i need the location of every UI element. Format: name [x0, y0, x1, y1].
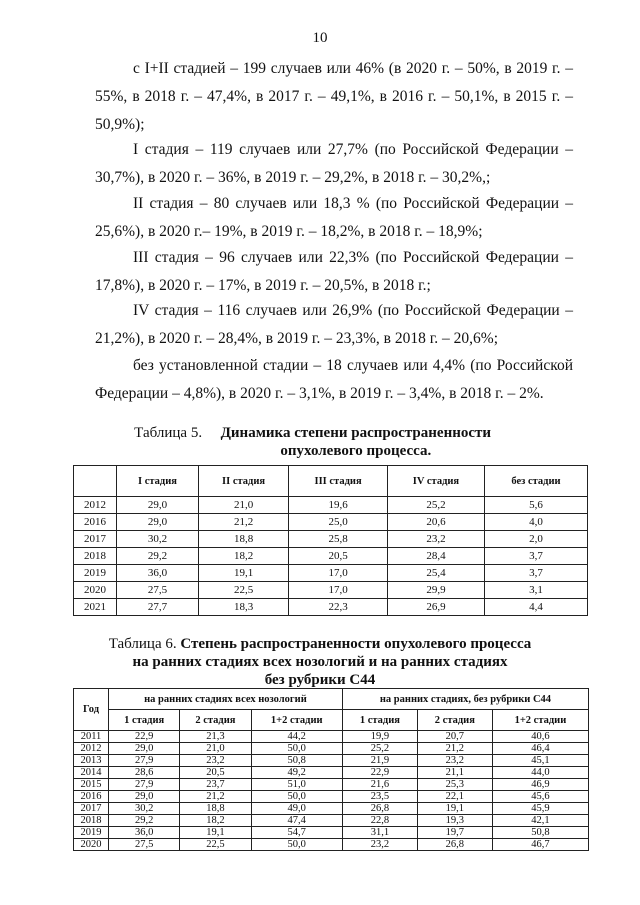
table5-header-cell: IV стадия	[387, 466, 484, 497]
table6-sub-header: 2 стадия	[417, 710, 492, 731]
table5-value-cell: 22,3	[289, 599, 388, 616]
table6-value-cell: 45,6	[492, 791, 588, 803]
table6-caption-line1: Степень распространенности опухолевого процесса	[180, 636, 532, 652]
table6-year-cell: 2012	[74, 743, 109, 755]
table5-row	[74, 531, 588, 548]
table6-value-cell: 51,0	[251, 779, 342, 791]
table6-group-no-c44: на ранних стадиях, без рубрики С44	[342, 689, 588, 710]
table5-caption	[0, 424, 640, 460]
table6-year-cell: 2013	[74, 755, 109, 767]
table6-value-cell: 27,9	[109, 755, 180, 767]
table5-value-cell: 29,0	[117, 514, 199, 531]
table6-value-cell: 21,3	[180, 731, 251, 743]
table6-sub-header: 1 стадия	[109, 710, 180, 731]
table6-caption	[0, 635, 640, 689]
table6-sub-header: 1 стадия	[342, 710, 417, 731]
table5-value-cell: 22,5	[198, 582, 288, 599]
table5-year-cell: 2021	[74, 599, 117, 616]
table6-value-cell: 23,2	[180, 755, 251, 767]
paragraph-stage-1-2: с I+II стадией – 199 случаев или 46% (в 2020 г. – 50%, в 2019 г. – 55%, в 2018 г. – 47,4%, в 2017 г. – 49,1%, в 2016 г. – 50,1%, в 2015 г. – 50,9%);	[95, 60, 573, 133]
table6-value-cell: 50,0	[251, 791, 342, 803]
table5-value-cell: 17,0	[289, 582, 388, 599]
table6-value-cell: 18,2	[180, 815, 251, 827]
table6-value-cell: 29,0	[109, 743, 180, 755]
table6-value-cell: 25,2	[342, 743, 417, 755]
table6-value-cell: 50,8	[492, 827, 588, 839]
table6-caption-line2: на ранних стадиях всех нозологий и на ранних стадиях	[132, 654, 508, 670]
table5-value-cell: 25,8	[289, 531, 388, 548]
table5-year-cell: 2018	[74, 548, 117, 565]
table5-value-cell: 2,0	[484, 531, 587, 548]
paragraph-stage-4: IV стадия – 116 случаев или 26,9% (по Российской Федерации – 21,2%), в 2020 г. – 28,4%, в 2019 г. – 23,3%, в 2018 г. – 20,6%;	[95, 302, 573, 347]
paragraph-stage-1: I стадия – 119 случаев или 27,7% (по Российской Федерации – 30,7%), в 2020 г. – 36%, в 2019 г. – 29,2%, в 2018 г. – 30,2%,;	[95, 141, 573, 186]
table6-value-cell: 45,9	[492, 803, 588, 815]
table6-value-cell: 22,9	[109, 731, 180, 743]
table5	[73, 465, 588, 616]
table5-value-cell: 19,6	[289, 497, 388, 514]
table6-value-cell: 46,9	[492, 779, 588, 791]
table6-value-cell: 19,1	[180, 827, 251, 839]
table6-value-cell: 20,5	[180, 767, 251, 779]
table5-row	[74, 497, 588, 514]
table6-value-cell: 36,0	[109, 827, 180, 839]
table6-row	[74, 803, 589, 815]
table5-value-cell: 3,7	[484, 565, 587, 582]
table6-year-cell: 2020	[74, 839, 109, 851]
table6-year-cell: 2015	[74, 779, 109, 791]
table5-value-cell: 23,2	[387, 531, 484, 548]
table5-value-cell: 21,2	[198, 514, 288, 531]
table6-year-cell: 2017	[74, 803, 109, 815]
table6-sub-header-row	[74, 710, 589, 731]
table6-value-cell: 45,1	[492, 755, 588, 767]
table5-value-cell: 25,2	[387, 497, 484, 514]
paragraph-no-stage: без установленной стадии – 18 случаев или 4,4% (по Российской Федерации – 4,8%), в 2020 г. – 3,1%, в 2019 г. – 3,4%, в 2018 г. – 2%.	[95, 357, 573, 402]
table6-value-cell: 18,8	[180, 803, 251, 815]
table5-value-cell: 18,8	[198, 531, 288, 548]
table6-row	[74, 791, 589, 803]
table6-group-all: на ранних стадиях всех нозологий	[109, 689, 343, 710]
table6-value-cell: 26,8	[417, 839, 492, 851]
table6-value-cell: 19,9	[342, 731, 417, 743]
table5-value-cell: 18,2	[198, 548, 288, 565]
table6-sub-header: 2 стадия	[180, 710, 251, 731]
table6-value-cell: 21,2	[417, 743, 492, 755]
table6-value-cell: 23,2	[417, 755, 492, 767]
table6-value-cell: 50,0	[251, 743, 342, 755]
table6-value-cell: 46,7	[492, 839, 588, 851]
table6-year-cell: 2018	[74, 815, 109, 827]
table5-value-cell: 29,9	[387, 582, 484, 599]
table6-value-cell: 21,1	[417, 767, 492, 779]
table5-header-row	[74, 466, 588, 497]
table5-value-cell: 19,1	[198, 565, 288, 582]
table6-value-cell: 50,8	[251, 755, 342, 767]
table6-value-cell: 25,3	[417, 779, 492, 791]
table6-sub-header: 1+2 стадии	[492, 710, 588, 731]
table6-value-cell: 21,0	[180, 743, 251, 755]
table6-value-cell: 29,2	[109, 815, 180, 827]
table5-value-cell: 18,3	[198, 599, 288, 616]
table6-value-cell: 19,1	[417, 803, 492, 815]
table5-value-cell: 30,2	[117, 531, 199, 548]
table5-value-cell: 25,0	[289, 514, 388, 531]
table5-year-cell: 2019	[74, 565, 117, 582]
table6-row	[74, 839, 589, 851]
table6-caption-line3: без рубрики С44	[264, 672, 376, 688]
table6-row	[74, 767, 589, 779]
table5-value-cell: 36,0	[117, 565, 199, 582]
table6-value-cell: 23,2	[342, 839, 417, 851]
table6-value-cell: 49,2	[251, 767, 342, 779]
table5-row	[74, 582, 588, 599]
table5-row	[74, 548, 588, 565]
table6-value-cell: 29,0	[109, 791, 180, 803]
table6-row	[74, 743, 589, 755]
table6-caption-prefix: Таблица 6.	[108, 636, 177, 652]
table6-value-cell: 22,9	[342, 767, 417, 779]
table6-value-cell: 19,3	[417, 815, 492, 827]
table5-header-cell	[74, 466, 117, 497]
table5-caption-title: Динамика степени распространенности опухолевого процесса.	[220, 425, 492, 459]
table6-group-header-row	[74, 689, 589, 710]
table6-value-cell: 30,2	[109, 803, 180, 815]
table5-value-cell: 29,0	[117, 497, 199, 514]
table6-year-cell: 2011	[74, 731, 109, 743]
table5-value-cell: 4,4	[484, 599, 587, 616]
table6-value-cell: 21,6	[342, 779, 417, 791]
paragraph-stage-2: II стадия – 80 случаев или 18,3 % (по Российской Федерации – 25,6%), в 2020 г.– 19%, в 2019 г. – 18,2%, в 2018 г. – 18,9%;	[95, 195, 573, 240]
table6-value-cell: 50,0	[251, 839, 342, 851]
table6-value-cell: 27,9	[109, 779, 180, 791]
table5-value-cell: 28,4	[387, 548, 484, 565]
table6-year-cell: 2019	[74, 827, 109, 839]
table6-row	[74, 755, 589, 767]
table6-row	[74, 815, 589, 827]
table5-row	[74, 599, 588, 616]
table6-value-cell: 44,0	[492, 767, 588, 779]
table6-year-header: Год	[74, 689, 109, 731]
table5-value-cell: 4,0	[484, 514, 587, 531]
table6-value-cell: 49,0	[251, 803, 342, 815]
table6-row	[74, 779, 589, 791]
table6-value-cell: 28,6	[109, 767, 180, 779]
table6-year-cell: 2016	[74, 791, 109, 803]
table5-year-cell: 2017	[74, 531, 117, 548]
table5-value-cell: 21,0	[198, 497, 288, 514]
table6-row	[74, 731, 589, 743]
table5-caption-prefix: Таблица 5.	[134, 425, 203, 441]
table5-value-cell: 26,9	[387, 599, 484, 616]
table6-value-cell: 22,1	[417, 791, 492, 803]
table5-row	[74, 514, 588, 531]
table6-value-cell: 47,4	[251, 815, 342, 827]
table6-row	[74, 827, 589, 839]
table5-value-cell: 20,5	[289, 548, 388, 565]
table6-value-cell: 23,5	[342, 791, 417, 803]
table6-year-cell: 2014	[74, 767, 109, 779]
table6-value-cell: 21,9	[342, 755, 417, 767]
table5-value-cell: 25,4	[387, 565, 484, 582]
table5-header-cell: III стадия	[289, 466, 388, 497]
table6-value-cell: 22,5	[180, 839, 251, 851]
table6-value-cell: 42,1	[492, 815, 588, 827]
table6-value-cell: 44,2	[251, 731, 342, 743]
table5-value-cell: 3,1	[484, 582, 587, 599]
table6-value-cell: 31,1	[342, 827, 417, 839]
table6-value-cell: 46,4	[492, 743, 588, 755]
table5-value-cell: 17,0	[289, 565, 388, 582]
table5-value-cell: 29,2	[117, 548, 199, 565]
table6-value-cell: 23,7	[180, 779, 251, 791]
table6-value-cell: 27,5	[109, 839, 180, 851]
table6-value-cell: 54,7	[251, 827, 342, 839]
table5-header-cell: I стадия	[117, 466, 199, 497]
table5-year-cell: 2020	[74, 582, 117, 599]
table6-value-cell: 19,7	[417, 827, 492, 839]
page-number: 10	[312, 30, 328, 46]
table6-value-cell: 22,8	[342, 815, 417, 827]
table5-value-cell: 5,6	[484, 497, 587, 514]
table5-value-cell: 3,7	[484, 548, 587, 565]
table5-value-cell: 27,5	[117, 582, 199, 599]
table5-header-cell: без стадии	[484, 466, 587, 497]
table6-value-cell: 40,6	[492, 731, 588, 743]
table6-value-cell: 21,2	[180, 791, 251, 803]
table5-year-cell: 2016	[74, 514, 117, 531]
table5-value-cell: 27,7	[117, 599, 199, 616]
table6-value-cell: 20,7	[417, 731, 492, 743]
table5-year-cell: 2012	[74, 497, 117, 514]
table6	[73, 688, 589, 851]
paragraph-stage-3: III стадия – 96 случаев или 22,3% (по Российской Федерации – 17,8%), в 2020 г. – 17%, в 2019 г. – 20,5%, в 2018 г.;	[95, 249, 573, 294]
table5-value-cell: 20,6	[387, 514, 484, 531]
table5-header-cell: II стадия	[198, 466, 288, 497]
table5-row	[74, 565, 588, 582]
table6-value-cell: 26,8	[342, 803, 417, 815]
table6-sub-header: 1+2 стадии	[251, 710, 342, 731]
